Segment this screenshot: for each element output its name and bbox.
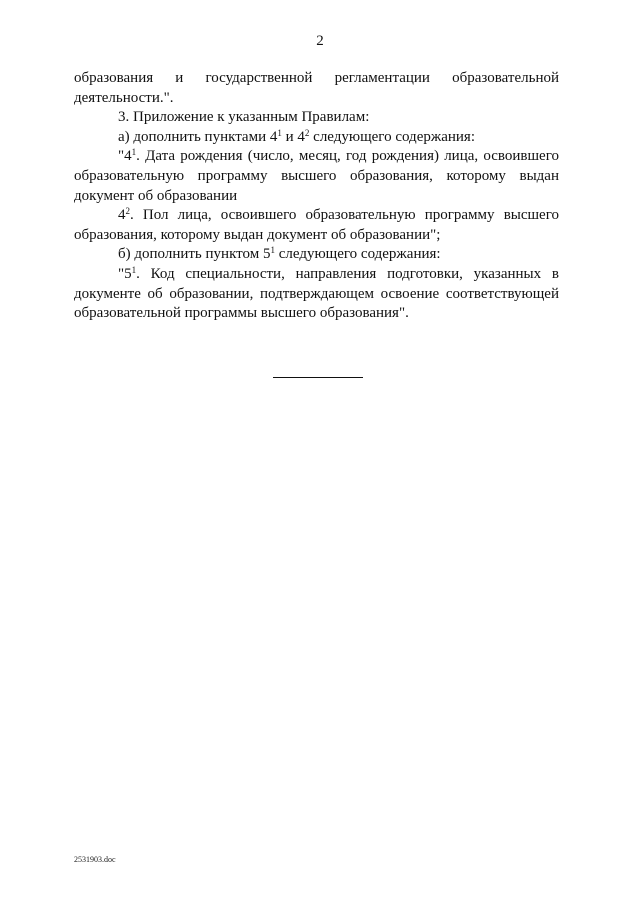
text-run: . Пол лица, освоившего образовательную программу высшего образования, которому выдан документ об образовании"; [74,207,559,243]
text-run: следующего содержания: [274,246,441,263]
text-run: б) дополнить пунктом 5 [118,246,271,263]
paragraph-item-a [74,128,559,148]
end-divider [273,377,363,378]
text-run: "5 [118,265,132,282]
text-run: "4 [118,148,132,165]
superscript: 2 [125,206,130,217]
paragraph-continuation: образования и государственной регламентации образовательной деятельности.". [74,70,559,106]
page-number: 2 [316,33,324,49]
paragraph-item-3: 3. Приложение к указанным Правилам: [118,109,370,126]
text-run: следующего содержания: [309,128,475,145]
text-run: . Код специальности, направления подготовки, указанных в документе об образовании, подтверждающем освоение соответствующей образовательной программы высшего образования". [74,265,559,322]
text-run: 4 [118,207,126,224]
text-run: а) дополнить пунктами 4 [118,128,278,145]
text-run: . Дата рождения (число, месяц, год рождения) лица, освоившего образовательную программу высшего образования, которому выдан документ об образовании [74,148,559,204]
paragraph-point-5-1 [74,265,559,324]
superscript: 1 [131,147,137,158]
paragraph-point-4-2 [74,206,559,245]
paragraph-point-4-1 [74,147,559,206]
superscript: 2 [304,127,310,138]
paragraph-item-b [74,245,559,265]
superscript: 1 [270,245,275,256]
document-body [74,69,559,324]
text-run: и 4 [281,128,305,145]
superscript: 1 [277,127,282,138]
footer-file-code: 2531903.doc [74,855,116,864]
superscript: 1 [131,264,137,275]
